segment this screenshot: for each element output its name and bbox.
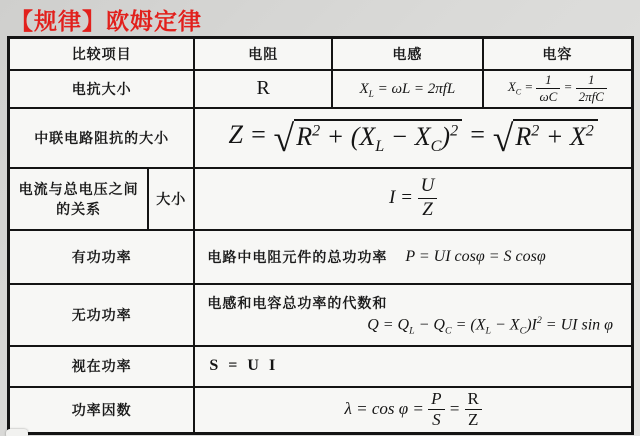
apparent-power-row bbox=[9, 346, 633, 387]
reactive-power-cell bbox=[194, 284, 632, 346]
header-resistance: 电阻 bbox=[194, 38, 332, 70]
power-factor-cell bbox=[194, 387, 632, 434]
current-magnitude-label: 大小 bbox=[148, 168, 194, 230]
reactive-power-description: 电感和电容总功率的代数和 bbox=[207, 295, 388, 312]
active-power-label: 有功功率 bbox=[9, 230, 195, 284]
reactance-capacitance-formula: $X_C$ = $\frac{1}{\omega C}$ = $\frac{1}{\text{2πfC}}$ bbox=[483, 70, 633, 108]
current-formula: I = $\frac{U}{Z}$ bbox=[194, 168, 632, 230]
active-power-cell bbox=[194, 230, 632, 284]
active-power-description: 电路中电阻元件的总功功率 bbox=[207, 249, 388, 266]
impedance-formula: Z = √ $R^2 + (X_L - X_C)^2$ = √ $R^2 + X^2$ bbox=[194, 108, 632, 168]
apparent-power-cell bbox=[194, 346, 632, 387]
active-power-row bbox=[9, 230, 633, 284]
page-title: 【规律】欧姆定律 bbox=[10, 9, 202, 35]
header-inductance: 电感 bbox=[332, 38, 483, 70]
reactance-label: 电抗大小 bbox=[9, 70, 195, 108]
impedance-row bbox=[9, 108, 633, 168]
apparent-power-formula: S = U I bbox=[209, 357, 279, 374]
apparent-power-label: 视在功率 bbox=[9, 346, 195, 387]
power-factor-row bbox=[9, 387, 633, 434]
power-factor-formula: λ = cos φ = $\frac{P}{S}$ = $\frac{R}{Z}$ bbox=[345, 399, 482, 418]
cut-off-corner-element bbox=[6, 429, 28, 436]
table-header-row bbox=[9, 38, 633, 70]
reactive-power-row bbox=[9, 284, 633, 346]
ohms-law-table bbox=[7, 36, 634, 435]
reactance-resistance-value: R bbox=[194, 70, 332, 108]
active-power-formula: P = UI cosφ = S cosφ bbox=[405, 247, 546, 265]
impedance-label: 中联电路阻抗的大小 bbox=[9, 108, 195, 168]
reactive-power-label: 无功功率 bbox=[9, 284, 195, 346]
header-capacitance: 电容 bbox=[483, 38, 633, 70]
current-voltage-row bbox=[9, 168, 633, 230]
header-compare-item: 比较项目 bbox=[9, 38, 195, 70]
reactive-power-formula: $Q = Q_L - Q_C = (X_L - X_C)I^2$ = UI sin φ bbox=[367, 314, 613, 337]
reactance-row bbox=[9, 70, 633, 108]
reactance-inductance-formula: $X_L = \omega L = 2\pi fL$ bbox=[332, 70, 483, 108]
current-voltage-label: 电流与总电压之间的关系 bbox=[9, 168, 149, 230]
power-factor-label: 功率因数 bbox=[9, 387, 195, 434]
